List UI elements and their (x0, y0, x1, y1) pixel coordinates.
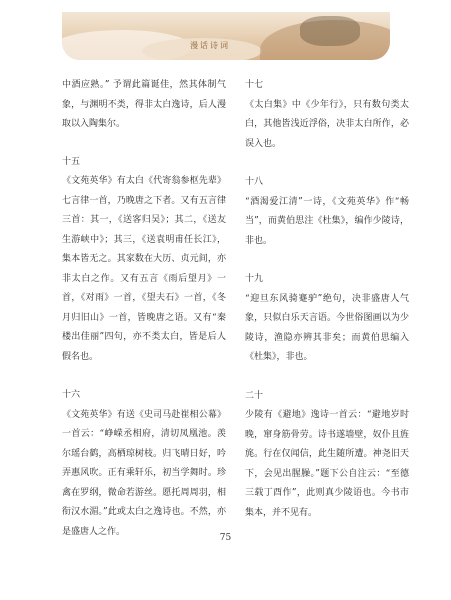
section-19-heading: 十九 (245, 274, 264, 284)
section-15-heading: 十五 (62, 156, 81, 167)
section-18-text: “酒渴爱江清”一诗，《文苑英华》作“畅当”，而黄伯思注《杜集》，编作少陵诗，非也。 (245, 196, 409, 246)
left-column (62, 76, 226, 542)
section-17-text: 《太白集》中《少年行》，只有数句类太白，其他皆浅近浮俗，决非太白所作，必误入也。 (245, 99, 409, 149)
section-20-text: 少陵有《避地》逸诗一首云：“避地岁时晚，窜身筋骨劳。诗书遂墙壁，奴仆且旌旄。行在仅闻信，此生随所遭。神尧旧天下，会见出腥臊。”题下公自注云：“至德三载丁酉作”，此则真少陵语也。今书市集本，并不见有。 (245, 410, 409, 518)
header-title: 漫话诗词 (190, 41, 230, 50)
section-16-heading: 十六 (62, 390, 81, 400)
section-20-heading: 二十 (245, 390, 264, 401)
section-19-text: “迎旦东风骑蹇驴”绝句，决非盛唐人气象，只似白乐天言语。今世俗图画以为少陵诗，渔隐亦辨其非矣；而黄伯思编入《杜集》，非也。 (245, 293, 409, 362)
section-18-heading: 十八 (245, 177, 264, 187)
section-16-text: 《文苑英华》有送《史司马赴崔相公幕》一首云：“峥嵘丞相府，清切凤凰池。羡尔瑶台鹤，高栖琼树枝。归飞晴日好，吟弄惠风吹。正有乘轩乐，初当学舞时。珍禽在罗纲，微命若游丝。愿托周周羽，相衔汉水湄。”此或太白之逸诗也。不然，亦是盛唐人之作。 (62, 409, 226, 537)
section-15-text: 《文苑英华》有太白《代寄翁参枢先辈》七言律一首，乃晚唐之下者。又有五言律三首：其一，《送客归吴》；其二，《送友生游峡中》；其三，《送袁明甫任长江》，集本皆无之。其家数在大历、贞元间，亦非太白之作。又有五言《雨后望月》一首，《对雨》一首，《望夫石》一首，《冬月归旧山》一首，皆晚唐之语。又有“秦楼出佳丽”四句，亦不类太白，皆是后人假名也。 (62, 176, 226, 362)
section-17-heading: 十七 (245, 80, 264, 90)
page-header-banner (62, 12, 390, 60)
section-14-continuation: 中酒应熟。” 予谓此篇诞佳，然其体制气象，与渊明不类，得非太白逸诗，后人漫取以入陶集尔。 (62, 80, 226, 129)
pine-decoration (300, 16, 360, 46)
right-column (245, 76, 409, 523)
page-number: 75 (219, 533, 232, 543)
